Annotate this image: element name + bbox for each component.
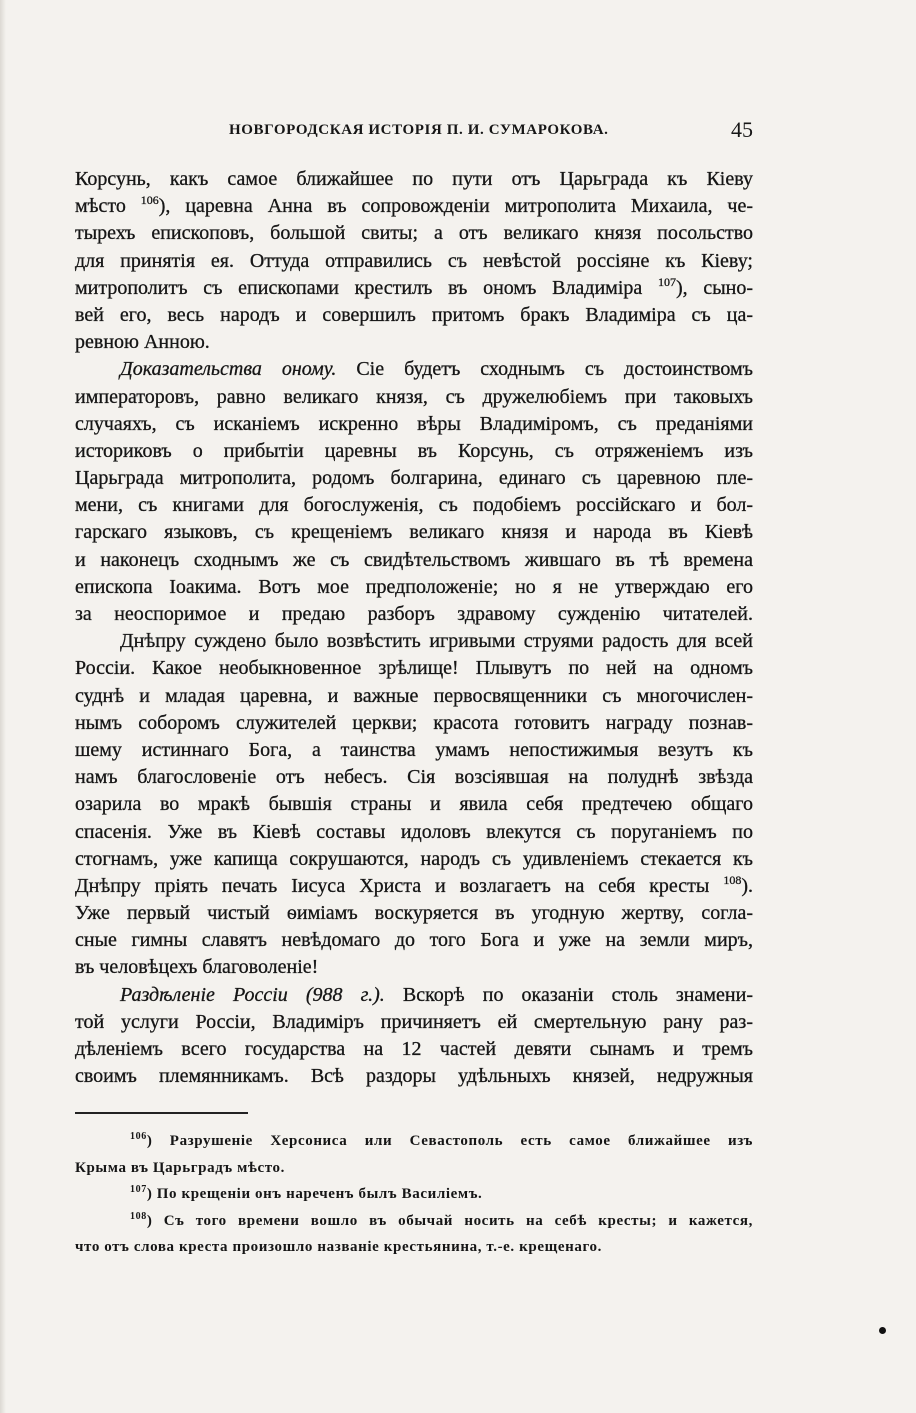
line-text: митрополитъ съ епископами крестилъ въ ономъ Владиміра [75,276,658,299]
text-line: ревною Анною. [75,331,210,354]
text-line: озарила во мракѣ бывшія страны и явила себя предтечею общаго [75,793,753,816]
footnote-line: Крыма въ Царьградъ мѣсто. [75,1159,285,1176]
text-line: вей его, весь народъ и совершилъ притомъ бракъ Владиміра съ ца- [75,303,753,326]
scan-speck [879,1327,886,1334]
section-heading: Раздѣленіе Россіи (988 г.). [120,983,385,1006]
text-line: тырехъ епископовъ, большой свиты; а отъ великаго князя посольство [75,222,753,245]
text-line: императоровъ, равно великаго князя, съ дружелюбіемъ при таковыхъ [75,385,753,408]
page-number: 45 [731,117,753,142]
text-line: епископа Іоакима. Вотъ мое предположеніе; но я не утверждаю его [75,575,753,598]
footnote-text: ) Съ того времени вошло въ обычай носить на себѣ кресты; и кажется, [146,1212,753,1229]
section-heading: Доказательства оному. [120,358,337,381]
text-line: за неоспоримое и предаю разборъ здравому сужденію читателей. [75,603,753,625]
text-line: стогнамъ, уже капища сокрушаются, народъ съ удивленіемъ стекается къ [75,847,753,870]
text-line: Днѣпру суждено было возвѣстить игривыми струями радость для всей [120,630,753,653]
line-text: ). [741,874,753,897]
text-line: въ человѣцехъ благоволеніе! [75,956,319,979]
page-edge-shadow [0,0,6,1413]
text-line: мени, съ книгами для богослуженія, съ подобіемъ россійскаго и бол- [75,494,753,517]
line-text: ), царевна Анна въ сопровожденіи митрополита Михаила, че- [158,195,753,218]
text-line: намъ благословеніе отъ небесъ. Сія возсіявшая на полуднѣ звѣзда [75,766,753,789]
footnote-rule [75,1112,248,1114]
footnote-ref: 107 [657,274,676,289]
text-line: суднѣ и младая царевна, и важные первосвященники съ многочислен- [75,684,753,707]
footnote-line [75,1181,753,1208]
text-line: Царьграда митрополита, родомъ болгарина, единаго съ царевною пле- [75,467,753,490]
footnote-line [75,1208,753,1235]
paragraph [75,628,753,981]
paragraph [75,982,753,1091]
text-line: историковъ о прибытіи царевны въ Корсунь, съ отряженіемъ изъ [75,439,753,462]
text-line: дѣленіемъ всего государства на 12 частей девяти сынамъ и тремъ [75,1038,753,1060]
body-text [75,166,753,1090]
text-line: шему истиннаго Бога, а таинства умамъ непостижимыя везутъ къ [75,738,753,761]
text-line [75,275,753,302]
footnote-line [75,1128,753,1155]
footnote-text: ) По крещеніи онъ нареченъ былъ Василіемъ. [146,1186,483,1202]
text-line: Уже первый чистый ѳиміамъ воскуряется въ угодную жертву, согла- [75,902,753,925]
text-line: для принятія ея. Оттуда отправились съ невѣстой россіяне къ Кіеву; [75,249,753,272]
footnote-ref: 106 [140,193,159,208]
line-text: Сіе будетъ сходнымъ съ достоинствомъ [336,358,753,381]
text-line: сные гимны славятъ невѣдомаго до того Бога и уже на земли миръ, [75,929,753,952]
line-text: ), сыно- [675,276,754,299]
line-text: мѣсто [75,195,141,218]
paragraph [75,166,753,356]
text-line: гарскаго языковъ, съ крещеніемъ великаго князя и народа въ Кіевѣ [75,521,753,544]
footnote-marker: 107 [130,1184,147,1195]
paragraph [75,356,753,628]
text-line [75,873,753,900]
text-line: спасенія. Уже въ Кіевѣ составы идоловъ влекутся съ поруганіемъ по [75,820,753,843]
footnote-ref: 108 [723,872,742,887]
footnote-text: ) Разрушеніе Херсониса или Севастополь есть самое ближайшее изъ [146,1133,753,1149]
text-line [75,356,753,383]
text-line: своимъ племянникамъ. Всѣ раздоры удѣльныхъ князей, недружныя [75,1065,753,1088]
footnote-marker: 108 [130,1210,147,1222]
footnote-marker: 106 [130,1131,147,1142]
text-line: и наконецъ сходнымъ же съ свидѣтельствомъ жившаго въ тѣ времена [75,548,753,571]
line-text: Днѣпру пріять печать Іисуса Христа и возлагаетъ на себя кресты [75,874,724,897]
text-line: случаяхъ, съ исканіемъ искренно вѣры Владиміромъ, съ преданіями [75,412,753,435]
footnotes [75,1128,753,1261]
line-text: Вскорѣ по оказаніи столь знамени- [384,983,753,1006]
text-line: той услуги Россіи, Владиміръ причиняетъ ей смертельную рану раз- [75,1010,753,1033]
footnote-line: что отъ слова креста произошло названіе крестьянина, т.-е. крещенаго. [75,1239,602,1255]
text-line [75,193,753,220]
text-line: нымъ соборомъ служителей церкви; красота готовитъ награду познав- [75,711,753,734]
text-line: Корсунь, какъ самое ближайшее по пути отъ Царьграда къ Кіеву [75,168,753,190]
text-line: Россіи. Какое необыкновенное зрѣлище! Плывутъ по ней на одномъ [75,657,753,680]
text-line [75,982,753,1009]
running-head: НОВГОРОДСКАЯ ИСТОРІЯ П. И. СУМАРОКОВА. [229,122,609,138]
